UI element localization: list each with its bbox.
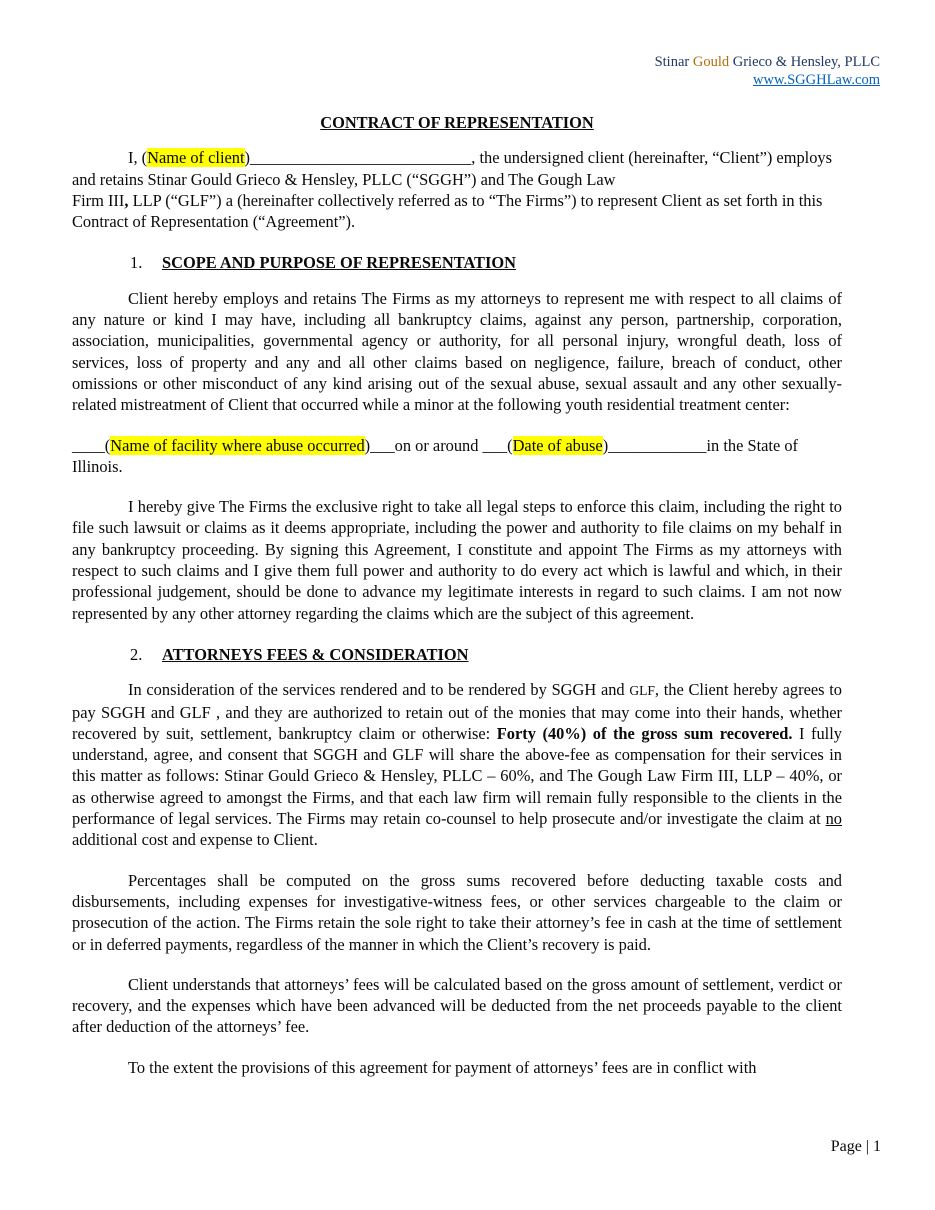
fill-in-field-highlight: Date of abuse	[512, 435, 603, 455]
percentages-paragraph	[72, 870, 842, 955]
facility-line	[72, 435, 842, 478]
text-run: Percentages shall be computed on the gross sums recovered before deducting taxable costs and disbursements, including expenses for investigative-witness fees, or other services chargeable to the claim or prosecution of the action. The Firms retain the sole right to take their attorney’s fee in cash at the time of settlement or in deferred payments, regardless of the manner in which the Client’s recovery is paid.	[72, 870, 842, 954]
heading-text: ATTORNEYS FEES & CONSIDERATION	[162, 644, 469, 664]
heading-number: 1.	[130, 253, 143, 273]
text-run: )____________in the State of Illinois.	[72, 435, 798, 476]
heading-text: SCOPE AND PURPOSE OF REPRESENTATION	[162, 253, 516, 273]
scope-paragraph	[72, 288, 842, 416]
firm-name	[72, 53, 880, 71]
document-title: CONTRACT OF REPRESENTATION	[320, 113, 594, 132]
text-run: I, (	[128, 148, 148, 168]
text-run: I fully understand, agree, and consent that SGGH and GLF will share the above-fee as compensation for their services in this matter as follows: Stinar Gould Grieco & Hensley, PLLC – 60%, and The Gough Law Firm III, LLP – 40%, or as otherwise agreed to amongst the Firms, and that each law firm will remain fully responsible to the clients in the performance of legal services. The Firms may retain co-counsel to help prosecute and/or investigate the claim at	[72, 723, 842, 829]
text-run: In consideration of the services rendered and to be rendered by SGGH and	[128, 680, 630, 700]
text-run: )___________________________, the undersigned client (hereinafter, “Client”) employs and retains Stinar Gould Grieco & Hensley, PLLC (“SGGH”) and The Gough Law	[72, 148, 832, 189]
document-content	[72, 112, 842, 1078]
text-run: Firm III	[72, 190, 125, 210]
letterhead	[0, 0, 935, 89]
text-run: To the extent the provisions of this agreement for payment of attorneys’ fees are in conflict with	[128, 1057, 757, 1077]
text-run: , the Client hereby agrees to pay SGGH and GLF , and they are authorized to retain out of the monies that may come into their hands, whether recovered by suit, settlement, bankruptcy claim or otherwise:	[72, 680, 842, 743]
fill-in-field-highlight: Name of client	[147, 148, 245, 168]
page-number: Page | 1	[830, 1138, 881, 1155]
firm-name-part-2: Gould	[692, 54, 730, 70]
document-title-row	[72, 112, 842, 133]
website-line	[72, 71, 880, 89]
text-run: GLF	[629, 683, 655, 699]
text-run: ____(	[72, 435, 111, 455]
text-run: I hereby give The Firms the exclusive right to take all legal steps to enforce this claim, including the right to file such lawsuit or claims as it deems appropriate, including the power and authority to file claims on my behalf in any bankruptcy proceeding. By signing this Agreement, I constitute and appoint The Firms as my attorneys with respect to such claims and I give them full power and authority to do every act which is lawful and which, in their professional judgement, should be done to advance my legitimate interests in regard to such claims. I am not now represented by any other attorney regarding the claims which are the subject of this agreement.	[72, 497, 842, 623]
fill-in-field-highlight: Name of facility where abuse occurred	[110, 435, 365, 455]
text-run: )___on or around ___(	[364, 435, 513, 455]
website-link[interactable]: www.SGGHLaw.com	[753, 72, 880, 88]
fees-paragraph	[72, 679, 842, 850]
document-body	[72, 147, 842, 1078]
text-run: no	[825, 809, 842, 829]
gross-amount-paragraph	[72, 974, 842, 1038]
heading-number: 2.	[130, 644, 143, 664]
authority-paragraph	[72, 496, 842, 624]
section-1-heading	[72, 252, 842, 273]
text-run: Forty (40%) of the gross sum recovered.	[496, 723, 793, 743]
text-run: LLP (“GLF”) a (hereinafter collectively referred as to “The Firms”) to represent Client as set forth in this Contract of Representation (“Agreement”).	[72, 190, 823, 232]
conflict-paragraph	[72, 1057, 842, 1078]
text-run: ,	[124, 190, 129, 210]
firm-name-part-1: Stinar	[654, 54, 693, 70]
section-2-heading	[72, 644, 842, 665]
text-run: additional cost and expense to Client.	[72, 830, 318, 850]
text-run: Client understands that attorneys’ fees will be calculated based on the gross amount of settlement, verdict or recovery, and the expenses which have been advanced will be deducted from the net proceeds payable to the client after deduction of the attorneys’ fee.	[72, 974, 842, 1037]
intro-paragraph	[72, 147, 842, 232]
text-run: Client hereby employs and retains The Firms as my attorneys to represent me with respect to all claims of any nature or kind I may have, including all bankruptcy claims, against any person, partnership, corporation, association, municipalities, governmental agency or authority, for all personal injury, wrongful death, loss of services, loss of property and any and all other claims based on negligence, failure, breach of conduct, other omissions or other misconduct of any kind arising out of the sexual abuse, sexual assault and any other sexually-related mistreatment of Client that occurred while a minor at the following youth residential treatment center:	[72, 288, 842, 415]
firm-name-part-3: Grieco & Hensley, PLLC	[729, 54, 880, 70]
